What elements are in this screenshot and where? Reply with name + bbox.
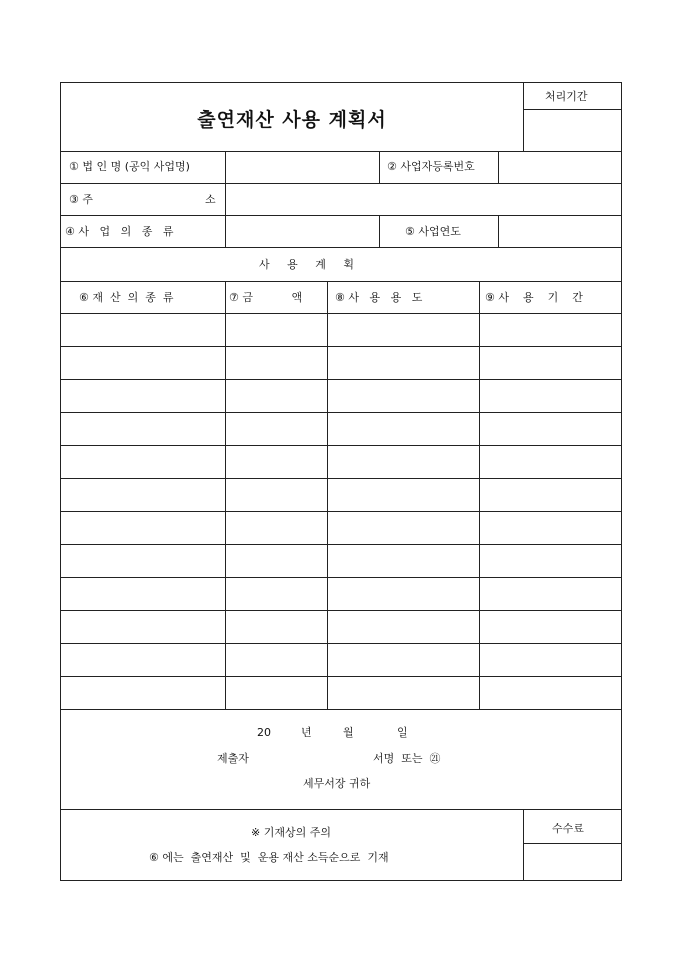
table-row (61, 676, 621, 677)
fee-label: 수수료 (552, 822, 584, 835)
table-row (61, 412, 621, 413)
date-month-label: 월 (343, 726, 354, 739)
table-row (61, 643, 621, 644)
business-type-label: ④ 사 업 의 종 류 (65, 225, 174, 238)
table-row (61, 478, 621, 479)
row-divider (61, 247, 621, 248)
business-year-field[interactable] (498, 215, 499, 247)
corp-name-field[interactable] (225, 151, 226, 183)
col-header-usage-purpose: ⑧ 사 용 용 도 (335, 291, 423, 304)
col-header-amount: ⑦ 금 액 (229, 291, 303, 304)
row-divider (61, 281, 621, 282)
address-label-part2: 소 (205, 193, 216, 206)
business-type-field[interactable] (225, 215, 226, 247)
submitter-label: 제출자 (217, 752, 249, 765)
date-year: 20 (257, 726, 271, 739)
processing-period-divider (523, 109, 621, 110)
row-divider (61, 809, 621, 810)
address-label-part1: ③ 주 (69, 193, 93, 206)
table-row (61, 511, 621, 512)
business-year-label-cell (379, 215, 380, 247)
reg-no-label-cell (379, 151, 380, 183)
table-row (61, 610, 621, 611)
reg-no-label: ② 사업자등록번호 (387, 160, 475, 173)
table-row (61, 445, 621, 446)
usage-plan-form (60, 82, 622, 881)
business-year-label: ⑤ 사업연도 (405, 225, 461, 238)
fee-divider (523, 843, 621, 844)
table-row (61, 379, 621, 380)
usage-plan-header: 사 용 계 획 (259, 258, 354, 271)
address-field[interactable] (225, 183, 226, 215)
processing-period-box (523, 83, 524, 151)
notes-text: ⑥ 에는 출연재산 및 운용 재산 소득순으로 기재 (149, 851, 389, 864)
reg-no-field[interactable] (498, 151, 499, 183)
signature-label: 서명 또는 ㉑ (373, 752, 441, 765)
row-divider (61, 183, 621, 184)
table-row (61, 313, 621, 314)
recipient: 세무서장 귀하 (303, 777, 371, 790)
table-row (61, 577, 621, 578)
form-title: 출연재산 사용 계획서 (197, 109, 387, 131)
table-row (61, 544, 621, 545)
notes-title: ※ 기재상의 주의 (251, 826, 331, 839)
corp-name-label: ① 법 인 명 (공익 사업명) (69, 160, 190, 173)
col-header-usage-period: ⑨ 사 용 기 간 (485, 291, 583, 304)
table-row (61, 346, 621, 347)
fee-box (523, 809, 524, 880)
processing-period-label: 처리기간 (545, 90, 588, 103)
row-divider (61, 709, 621, 710)
col-header-property-type: ⑥ 재 산 의 종 류 (79, 291, 174, 304)
row-divider (61, 151, 621, 152)
date-year-label: 년 (301, 726, 312, 739)
date-day-label: 일 (397, 726, 408, 739)
row-divider (61, 215, 621, 216)
